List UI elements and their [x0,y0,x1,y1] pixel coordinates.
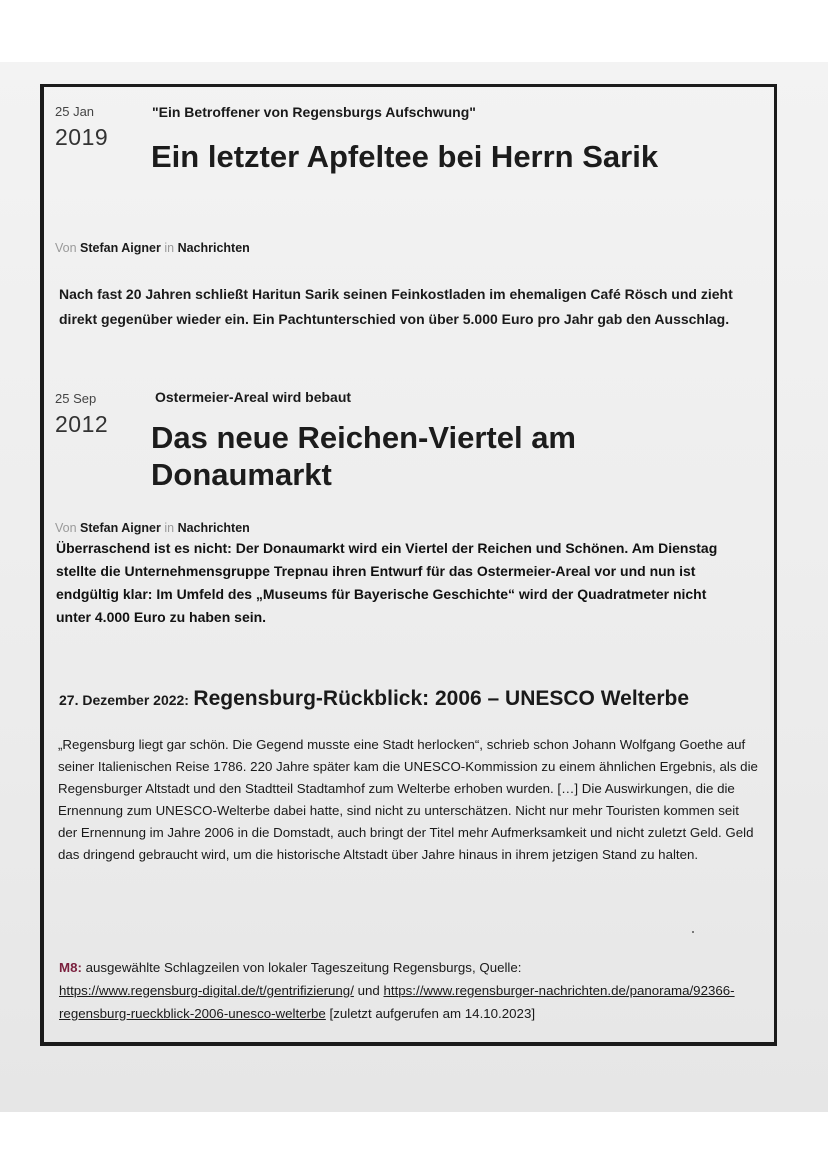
article2-year: 2012 [55,411,109,437]
source-note [59,956,759,1025]
article3-heading [59,687,689,711]
article1-day: 25 Jan [55,104,95,119]
article1-lead: Nach fast 20 Jahren schließt Haritun Sarik seinen Feinkostladen im ehemaligen Café Rösch und zieht direkt gegenüber wieder ein. Ein Pachtunterschied von über 5.000 Euro pro Jahr gab den Ausschlag. [59,286,733,327]
article2-day: 25 Sep [55,391,97,406]
source-accessed: [zuletzt aufgerufen am 14.10.2023] [325,1006,536,1021]
source-text: ausgewählte Schlagzeilen von lokaler Tageszeitung Regensburgs, Quelle: [81,960,522,975]
article2-kicker: Ostermeier-Areal wird bebaut [155,389,352,405]
article2-byline [55,521,250,535]
speck [692,931,694,933]
article3-date: 27. Dezember 2022: [59,692,189,708]
article1-headline[interactable]: Ein letzter Apfeltee bei Herrn Sarik [151,139,659,174]
article3-body: „Regensburg liegt gar schön. Die Gegend musste eine Stadt herlocken“, schrieb schon Johann Wolfgang Goethe auf seiner Italienischen Reise 1786. 220 Jahre später kam die UNESCO-Kommission zu einem ähnlichen Ergebnis, als die Regensburger Altstadt und den Stadtteil Stadtamhof zum Welterbe erhoben wurden. […] Die Auswirkungen, die die Ernennung zum UNESCO-Welterbe dabei hatte, sind nicht zu unterschätzen. Nicht nur mehr Touristen kommen seit der Ernennung im Jahre 2006 in die Domstadt, auch bringt der Titel mehr Aufmerksamkeit und nicht zuletzt Geld. Geld das dringend gebraucht wird, um die historische Altstadt über Jahre hinaus in ihrem jetzigen Stand zu halten. [58,737,758,862]
source-tag: M8: [59,960,82,975]
byline-author[interactable]: Stefan Aigner [80,521,161,535]
source-and: und [353,983,384,998]
byline-category[interactable]: Nachrichten [177,521,250,535]
source-link-1[interactable]: https://www.regensburg-digital.de/t/gentrifizierung/ [59,983,354,998]
article1-year: 2019 [55,124,109,150]
byline-in: in [164,241,175,255]
article2-lead: Überraschend ist es nicht: Der Donaumarkt wird ein Viertel der Reichen und Schönen. Am Dienstag stellte die Unternehmensgruppe Trepnau ihren Entwurf für das Ostermeier-Areal vor und nun ist endgültig klar: Im Umfeld des „Museums für Bayerische Geschichte“ wird der Quadratmeter nicht unter 4.000 Euro zu haben sein. [56,540,718,625]
article1-byline [55,241,250,255]
byline-author[interactable]: Stefan Aigner [80,241,161,255]
article3-title[interactable]: Regensburg-Rückblick: 2006 – UNESCO Welterbe [193,687,690,710]
byline-von: Von [55,521,77,535]
byline-in: in [164,521,175,535]
source-link-2[interactable]: https://www.regensburger-nachrichten.de/panorama/92366-regensburg-rueckblick-2006-unesco-welterbe [59,983,735,1021]
byline-category[interactable]: Nachrichten [177,241,250,255]
article2-headline[interactable]: Das neue Reichen-Viertel am Donaumarkt [151,420,576,492]
byline-von: Von [55,241,77,255]
article1-kicker: "Ein Betroffener von Regensburgs Aufschwung" [152,104,476,120]
